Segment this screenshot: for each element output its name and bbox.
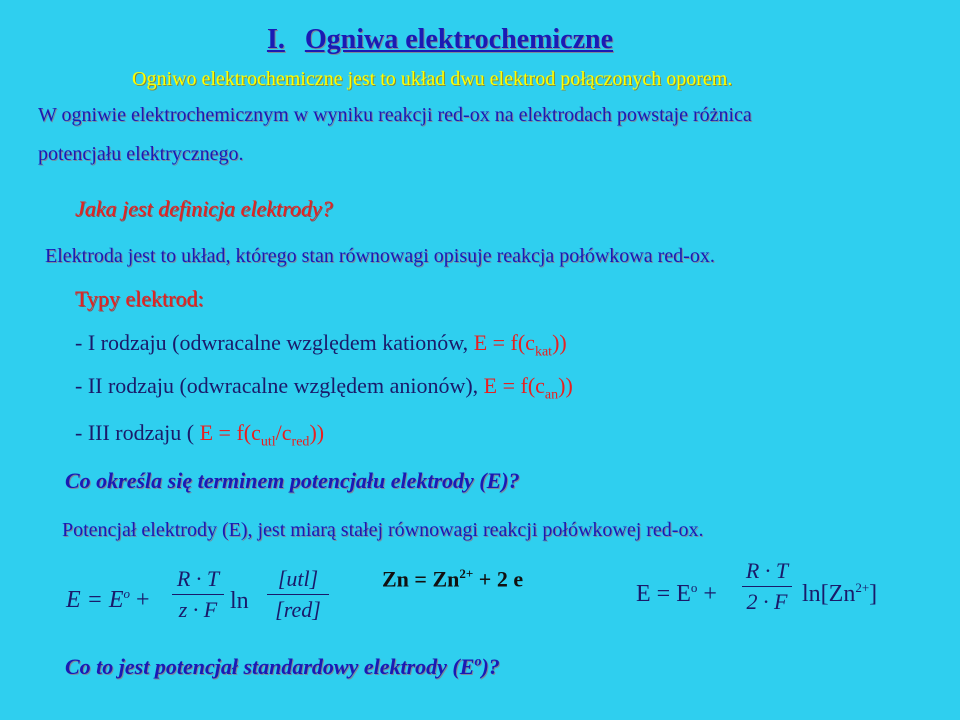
intro-line-1: Ogniwo elektrochemiczne jest to układ dwu elektrod połączonych oporem. [132,68,733,90]
type-3-text: - III rodzaju ( [75,420,200,445]
formula1-ln: ln [230,588,249,614]
type-1-text: - I rodzaju (odwracalne względem kationów, [75,330,474,355]
formula1-fraction-concentrations: [utl] [red] [267,566,329,623]
potential-definition: Potencjał elektrody (E), jest miarą stałej równowagi reakcji połówkowej red-ox. [62,519,704,541]
title-text: Ogniwa elektrochemiczne [304,24,614,55]
type-1-eq: $E = f(c_{kat})$) [473,330,567,360]
intro-line-3: potencjału elektrycznego. [38,143,244,165]
title-number: I. [266,24,285,55]
type-3-eq: $E = f(c_{utl}/c_{red})$) [199,420,325,450]
page-title [0,24,880,56]
nernst-formula-general [60,560,350,640]
type-2-eq: $E = f(c_{an})$) [483,373,573,403]
formula2-fraction: R · T 2 · F [742,558,792,615]
electrode-type-1 [75,330,567,360]
formula1-fraction-rt-zf: R · T z · F [172,566,224,623]
question-electrode-potential: Co określa się terminem potencjału elektrody (E)? [65,468,520,493]
nernst-formula-zinc [630,556,930,636]
formula1-lhs: $E = E^o$ + [66,586,150,613]
electrode-types-heading: Typy elektrod: [75,286,204,311]
formula2-ln-zn: $\ln[Zn^{2+}]$ [802,580,878,607]
intro-line-2: W ogniwie elektrochemicznym w wyniku reakcji red-ox na elektrodach powstaje różnica [38,104,752,126]
zinc-reaction: $Zn = Zn^{2+} + 2$ e [382,566,524,592]
question-electrode-definition: Jaka jest definicja elektrody? [75,196,333,221]
electrode-definition: Elektroda jest to układ, którego stan równowagi opisuje reakcja połówkowa red-ox. [45,245,715,267]
question-standard-potential: Co to jest potencjał standardowy elektrody $(E^o)$? [65,654,500,679]
electrode-type-3 [75,420,324,450]
formula2-lhs: $E = E^o$ + [636,580,717,607]
electrode-type-2 [75,373,573,403]
type-2-text: - II rodzaju (odwracalne względem anionów), [75,373,484,398]
